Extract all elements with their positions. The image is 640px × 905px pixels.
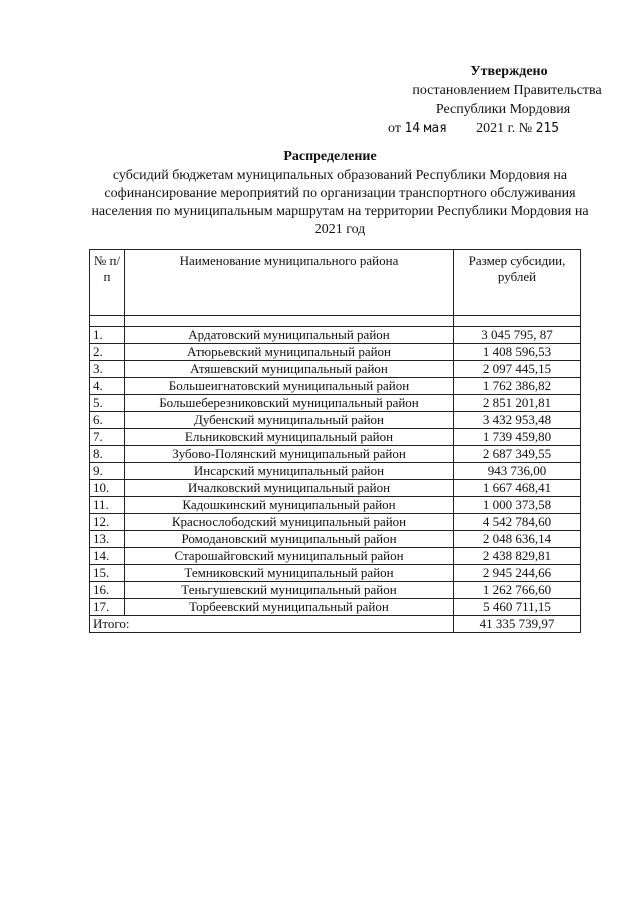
table-total-row xyxy=(90,616,581,633)
row-district-name: Ардатовский муниципальный район xyxy=(125,327,454,344)
row-district-name: Большеберезниковский муниципальный район xyxy=(125,395,454,412)
row-amount: 1 262 766,60 xyxy=(454,582,581,599)
table-row xyxy=(90,463,581,480)
row-number: 1. xyxy=(90,327,125,344)
table-row xyxy=(90,565,581,582)
approval-decree-line: постановлением Правительства xyxy=(412,83,602,98)
row-district-name: Ельниковский муниципальный район xyxy=(125,429,454,446)
total-label: Итого: xyxy=(90,616,454,633)
total-amount: 41 335 739,97 xyxy=(454,616,581,633)
row-amount: 1 739 459,80 xyxy=(454,429,581,446)
row-amount: 2 048 636,14 xyxy=(454,531,581,548)
table-row xyxy=(90,599,581,616)
document-subtitle: субсидий бюджетам муниципальных образований Республики Мордовия на софинансирование мероприятий по организации транспортного обслуживания населения по муниципальным маршрутам на территории Республики Мордовия на 2021 год xyxy=(91,168,589,237)
row-amount: 1 000 373,58 xyxy=(454,497,581,514)
table-row xyxy=(90,514,581,531)
row-district-name: Ичалковский муниципальный район xyxy=(125,480,454,497)
row-amount: 5 460 711,15 xyxy=(454,599,581,616)
table-row xyxy=(90,480,581,497)
row-number: 11. xyxy=(90,497,125,514)
row-district-name: Старошайговский муниципальный район xyxy=(125,548,454,565)
table-row xyxy=(90,582,581,599)
approval-year: 2021 г. № xyxy=(476,121,533,136)
row-district-name: Торбеевский муниципальный район xyxy=(125,599,454,616)
row-number: 3. xyxy=(90,361,125,378)
row-amount: 1 408 596,53 xyxy=(454,344,581,361)
table-row xyxy=(90,395,581,412)
row-number: 5. xyxy=(90,395,125,412)
row-number: 9. xyxy=(90,463,125,480)
row-number: 6. xyxy=(90,412,125,429)
table-row xyxy=(90,361,581,378)
table-row xyxy=(90,412,581,429)
table-spacer-row xyxy=(90,316,581,327)
row-amount: 2 851 201,81 xyxy=(454,395,581,412)
row-number: 10. xyxy=(90,480,125,497)
row-number: 2. xyxy=(90,344,125,361)
approval-day: 14 xyxy=(404,121,421,136)
header-district: Наименование муниципального района xyxy=(125,250,454,316)
table-row xyxy=(90,378,581,395)
subsidies-table xyxy=(89,249,581,633)
row-district-name: Дубенский муниципальный район xyxy=(125,412,454,429)
row-district-name: Ромодановский муниципальный район xyxy=(125,531,454,548)
row-number: 7. xyxy=(90,429,125,446)
row-amount: 943 736,00 xyxy=(454,463,581,480)
row-district-name: Инсарский муниципальный район xyxy=(125,463,454,480)
row-amount: 2 945 244,66 xyxy=(454,565,581,582)
approval-prefix: от xyxy=(388,121,401,136)
row-amount: 3 045 795, 87 xyxy=(454,327,581,344)
row-amount: 2 097 445,15 xyxy=(454,361,581,378)
approval-date-line xyxy=(388,119,618,138)
row-amount: 1 667 468,41 xyxy=(454,480,581,497)
row-district-name: Зубово-Полянский муниципальный район xyxy=(125,446,454,463)
table-row xyxy=(90,344,581,361)
approval-title: Утверждено xyxy=(470,64,548,79)
row-number: 17. xyxy=(90,599,125,616)
table-row xyxy=(90,497,581,514)
row-amount: 1 762 386,82 xyxy=(454,378,581,395)
row-number: 16. xyxy=(90,582,125,599)
header-amount: Размер субсидии, рублей xyxy=(454,250,581,316)
table-row xyxy=(90,548,581,565)
approval-block xyxy=(388,62,618,138)
row-district-name: Темниковский муниципальный район xyxy=(125,565,454,582)
row-district-name: Атюрьевский муниципальный район xyxy=(125,344,454,361)
row-number: 14. xyxy=(90,548,125,565)
table-row xyxy=(90,327,581,344)
row-amount: 3 432 953,48 xyxy=(454,412,581,429)
row-number: 4. xyxy=(90,378,125,395)
row-number: 13. xyxy=(90,531,125,548)
table-row xyxy=(90,429,581,446)
row-district-name: Кадошкинский муниципальный район xyxy=(125,497,454,514)
approval-month: мая xyxy=(423,121,448,136)
approval-republic-line: Республики Мордовия xyxy=(435,102,571,117)
row-number: 12. xyxy=(90,514,125,531)
document-title: Распределение xyxy=(283,149,377,164)
approval-number: 215 xyxy=(535,121,560,136)
row-district-name: Краснослободский муниципальный район xyxy=(125,514,454,531)
table-row xyxy=(90,446,581,463)
row-district-name: Большеигнатовский муниципальный район xyxy=(125,378,454,395)
row-amount: 4 542 784,60 xyxy=(454,514,581,531)
header-number: № п/п xyxy=(90,250,125,316)
row-amount: 2 438 829,81 xyxy=(454,548,581,565)
row-number: 8. xyxy=(90,446,125,463)
table-header-row xyxy=(90,250,581,316)
row-district-name: Атяшевский муниципальный район xyxy=(125,361,454,378)
row-number: 15. xyxy=(90,565,125,582)
table-row xyxy=(90,531,581,548)
row-amount: 2 687 349,55 xyxy=(454,446,581,463)
row-district-name: Теньгушевский муниципальный район xyxy=(125,582,454,599)
